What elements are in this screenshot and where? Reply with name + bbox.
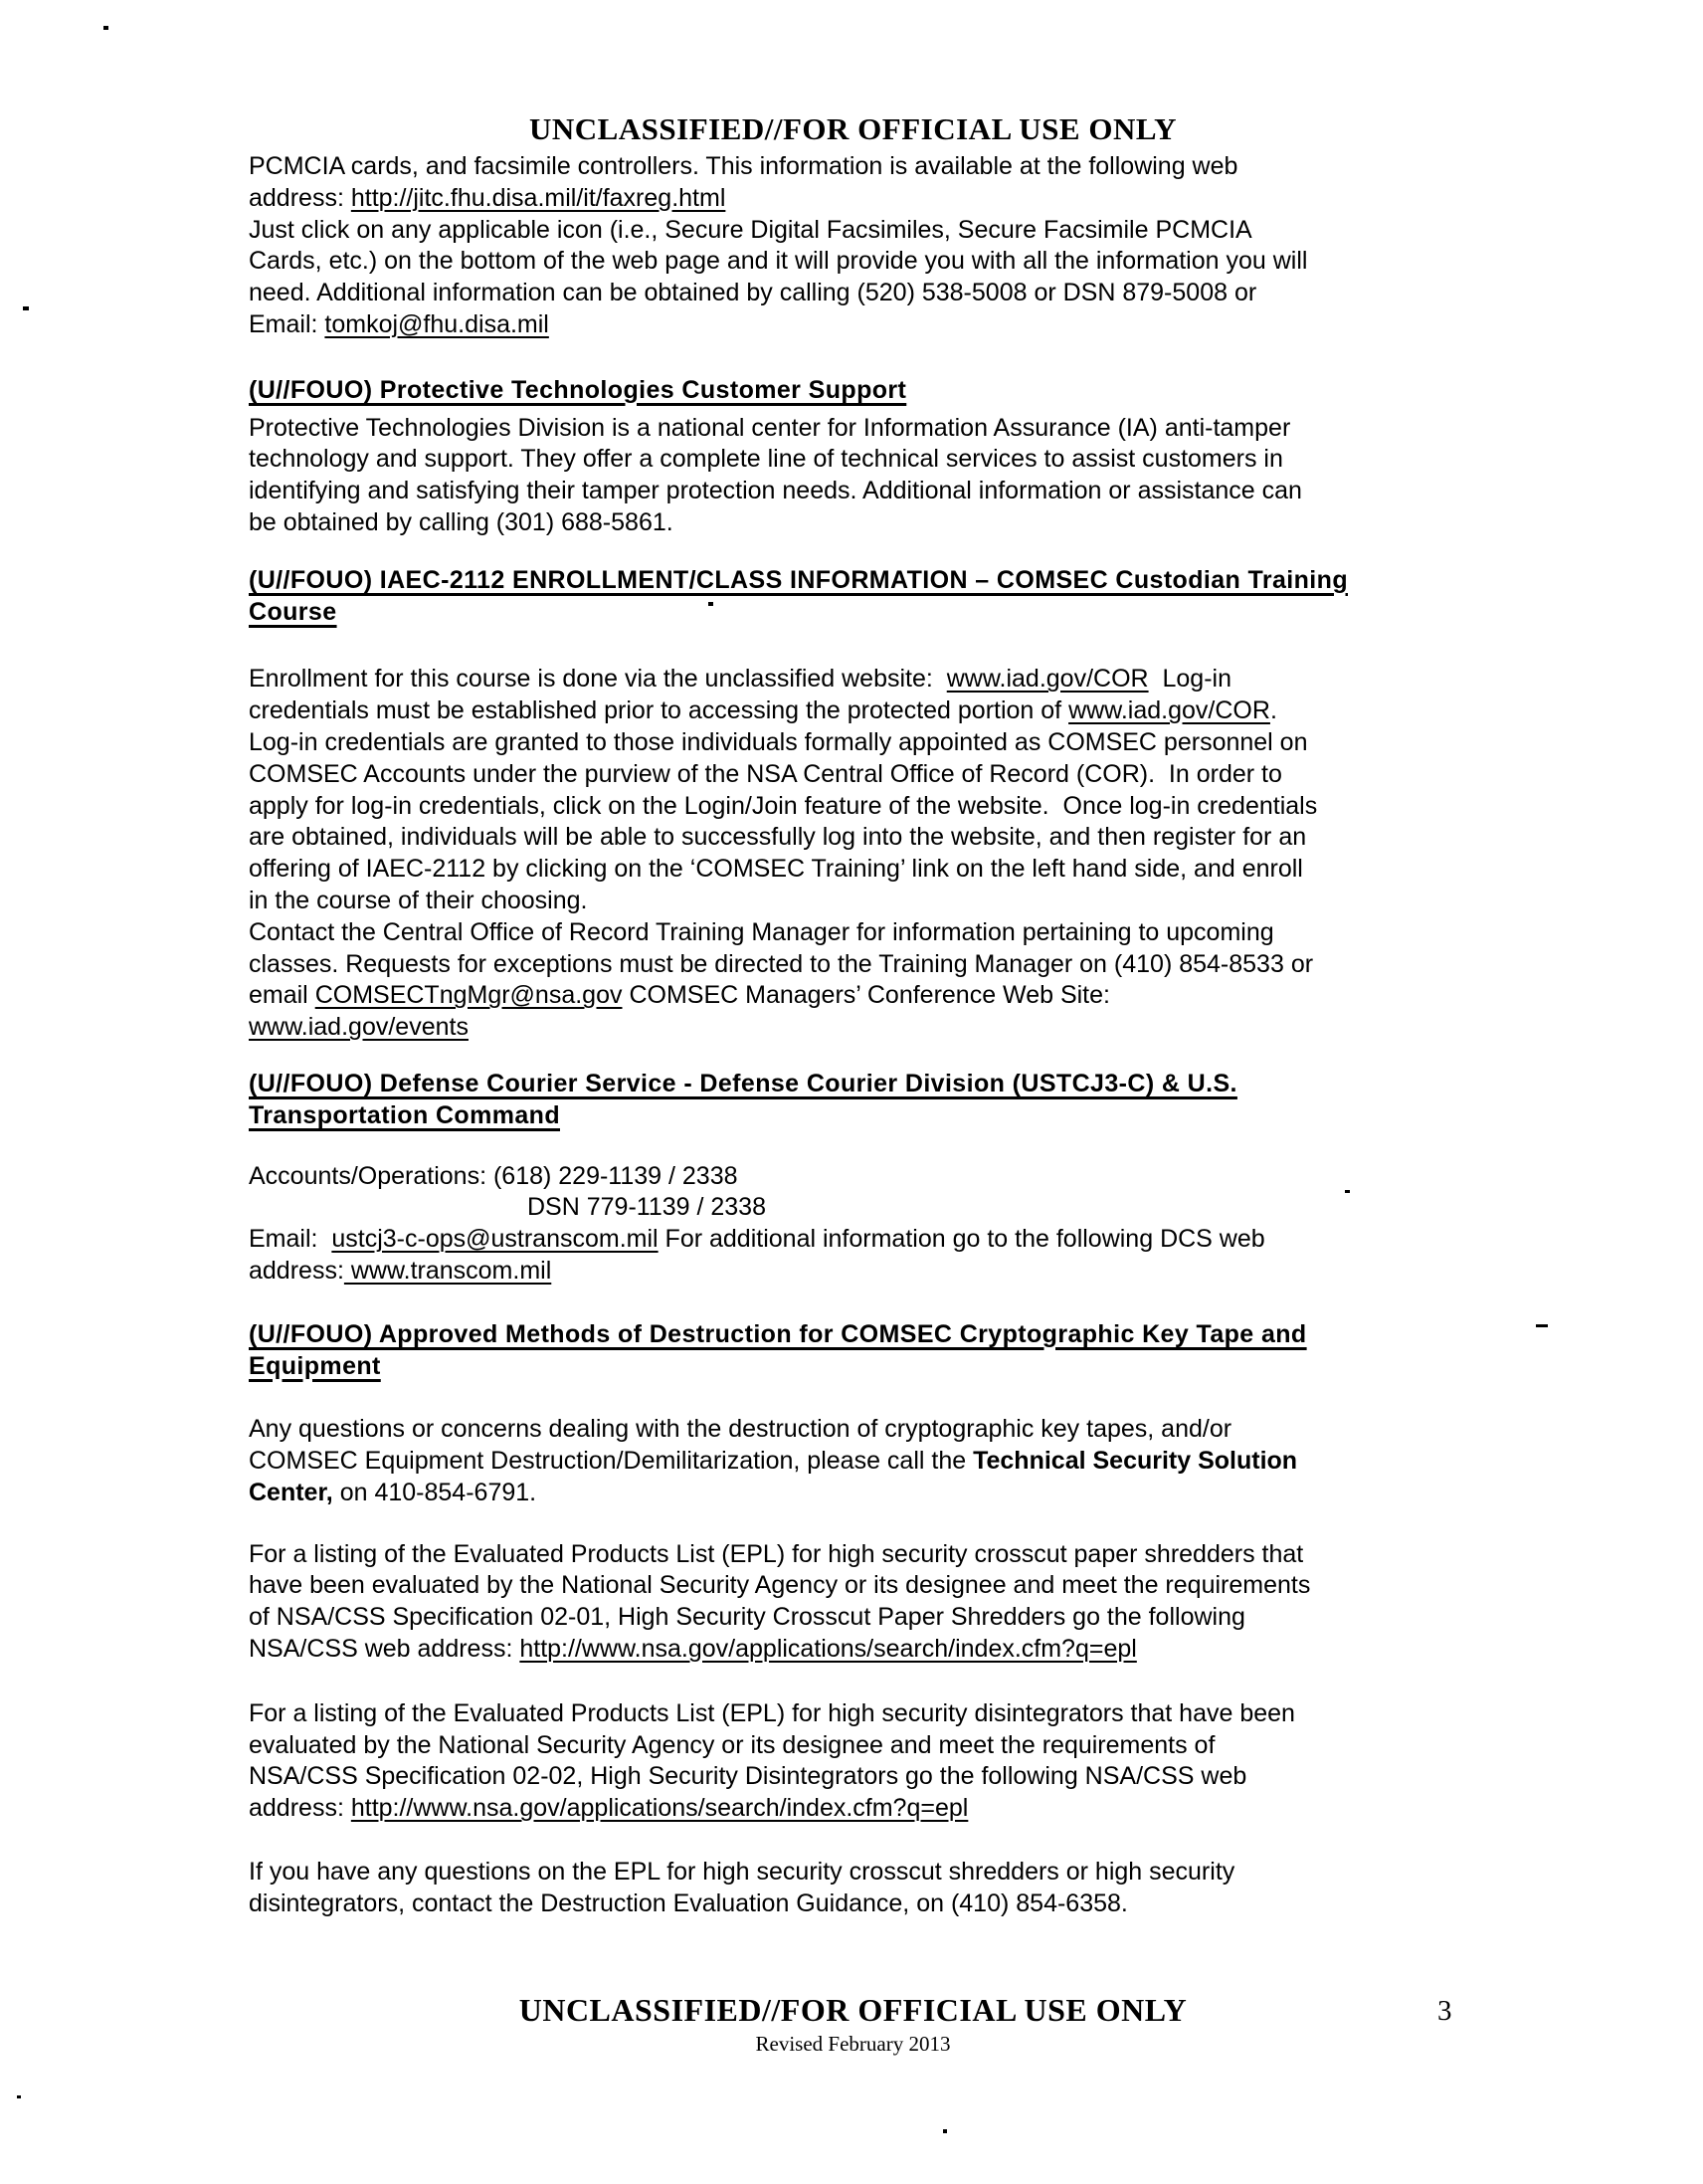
- heading-protective-technologies: [249, 375, 1457, 407]
- text-line: [249, 1539, 1457, 1571]
- text-run: of NSA/CSS Specification 02-01, High Security Crosscut Paper Shredders go the following: [249, 1603, 1245, 1632]
- text-line: [249, 565, 1457, 597]
- scan-speck: [1536, 1324, 1548, 1327]
- text-run: Center,: [249, 1478, 333, 1506]
- document-body: [249, 151, 1457, 1920]
- text-line: [249, 278, 1457, 309]
- epl-disintegrators-paragraph: [249, 1698, 1457, 1825]
- text-run: address:: [249, 1794, 351, 1823]
- text-run: NSA/CSS Specification 02-02, High Security Disintegrators go the following NSA/CSS web: [249, 1762, 1247, 1791]
- text-run: in the course of their choosing.: [249, 886, 588, 914]
- text-line: [249, 183, 1457, 215]
- text-run: Contact the Central Office of Record Training Manager for information pertaining to upcoming: [249, 917, 1274, 946]
- text-line: [249, 151, 1457, 183]
- heading-approved-destruction: [249, 1319, 1457, 1383]
- enrollment-paragraph: [249, 664, 1457, 1044]
- text-line: [249, 1161, 1457, 1193]
- text-line: [249, 1446, 1457, 1478]
- text-run: For a listing of the Evaluated Products List (EPL) for high security crosscut paper shredders that: [249, 1539, 1304, 1568]
- text-line: [249, 1888, 1457, 1920]
- destruction-contact-paragraph: [249, 1414, 1457, 1508]
- text-run: COMSEC Equipment Destruction/Demilitarization, please call the: [249, 1447, 974, 1476]
- hyperlink-text[interactable]: www.iad.gov/events: [249, 1013, 469, 1042]
- hyperlink-text[interactable]: www.iad.gov/COR: [946, 665, 1149, 694]
- document-text-column: [249, 111, 1457, 1920]
- text-line: [249, 822, 1457, 854]
- text-run: NSA/CSS web address:: [249, 1635, 520, 1664]
- text-line: [249, 1857, 1457, 1888]
- text-line: [249, 1351, 1457, 1383]
- text-line: [249, 791, 1457, 823]
- text-run: DSN 779-1139 / 2338: [527, 1193, 766, 1222]
- text-line: [249, 507, 1457, 539]
- text-line: [249, 664, 1457, 695]
- text-line: [249, 476, 1457, 507]
- text-line: [249, 375, 1457, 407]
- text-run: Enrollment for this course is done via the unclassified website:: [249, 665, 947, 694]
- text-line: [249, 727, 1457, 759]
- text-run: (U//FOUO) Protective Technologies Customer Support: [249, 375, 907, 404]
- text-line: [249, 759, 1457, 791]
- text-run: need. Additional information can be obtained by calling (520) 538-5008 or DSN 879-5008 or: [249, 279, 1257, 307]
- hyperlink-text[interactable]: http://jitc.fhu.disa.mil/it/faxreg.html: [350, 183, 726, 212]
- text-run: identifying and satisfying their tamper protection needs. Additional information or assistance can: [249, 477, 1302, 505]
- text-run: disintegrators, contact the Destruction Evaluation Guidance, on (410) 854-6358.: [249, 1888, 1128, 1917]
- scan-speck: [103, 26, 108, 30]
- text-run: PCMCIA cards, and facsimile controllers. This information is available at the following web: [249, 152, 1238, 180]
- text-line: [249, 695, 1457, 727]
- hyperlink-text[interactable]: COMSECTngMgr@nsa.gov: [314, 981, 623, 1010]
- text-run: evaluated by the National Security Agency or its designee and meet the requirements of: [249, 1730, 1216, 1759]
- text-line: [249, 1698, 1457, 1730]
- hyperlink-text[interactable]: http://www.nsa.gov/applications/search/index.cfm?q=epl: [350, 1794, 969, 1823]
- text-line: [249, 1570, 1457, 1602]
- text-line: [249, 917, 1457, 949]
- heading-iaec-2112: [249, 565, 1457, 629]
- text-run: Accounts/Operations: (618) 229-1139 / 2338: [249, 1161, 738, 1190]
- text-line: [249, 246, 1457, 278]
- text-line: [249, 1602, 1457, 1634]
- text-run: Course: [249, 597, 337, 626]
- text-run: technology and support. They offer a complete line of technical services to assist customers in: [249, 445, 1283, 474]
- text-run: .: [1269, 696, 1277, 725]
- text-run: on 410-854-6791.: [332, 1478, 537, 1506]
- text-line: [249, 1224, 1457, 1256]
- text-run: Cards, etc.) on the bottom of the web page and it will provide you with all the information you will: [249, 247, 1308, 276]
- text-line: [249, 1793, 1457, 1825]
- text-run: are obtained, individuals will be able to successfully log into the website, and then register for an: [249, 823, 1307, 852]
- text-run: Email:: [249, 1225, 332, 1254]
- text-run: (U//FOUO) Approved Methods of Destruction for COMSEC Cryptographic Key Tape and: [249, 1319, 1307, 1348]
- hyperlink-text[interactable]: ustcj3-c-ops@ustranscom.mil: [331, 1225, 659, 1254]
- text-run: classes. Requests for exceptions must be directed to the Training Manager on (410) 854-8533 or: [249, 949, 1314, 978]
- text-line: [249, 980, 1457, 1012]
- text-run: For additional information go to the following DCS web: [658, 1225, 1265, 1254]
- text-line: [249, 309, 1457, 341]
- text-line: [249, 444, 1457, 476]
- text-run: Protective Technologies Division is a national center for Information Assurance (IA) anti-tamper: [249, 413, 1291, 442]
- text-run: (U//FOUO) IAEC-2112 ENROLLMENT/CLASS INFORMATION – COMSEC Custodian Training: [249, 565, 1348, 594]
- text-run: COMSEC Accounts under the purview of the NSA Central Office of Record (COR). In order to: [249, 759, 1282, 788]
- text-run: Any questions or concerns dealing with the destruction of cryptographic key tapes, and/or: [249, 1415, 1232, 1444]
- text-run: Log-in: [1148, 665, 1231, 694]
- epl-shredders-paragraph: [249, 1539, 1457, 1666]
- scan-speck: [17, 2095, 21, 2098]
- text-run: Equipment: [249, 1351, 381, 1380]
- text-line: [249, 886, 1457, 917]
- text-run: Technical Security Solution: [973, 1447, 1298, 1476]
- text-line: [249, 1069, 1457, 1100]
- text-run: address:: [249, 183, 351, 212]
- text-line: [249, 1319, 1457, 1351]
- text-line: [249, 1192, 1457, 1224]
- hyperlink-text[interactable]: www.iad.gov/COR: [1068, 696, 1270, 725]
- protective-technologies-paragraph: [249, 413, 1457, 539]
- hyperlink-text[interactable]: www.transcom.mil: [343, 1256, 552, 1285]
- text-line: [249, 949, 1457, 981]
- dcs-contact-paragraph: [249, 1161, 1457, 1288]
- intro-paragraph: [249, 151, 1457, 341]
- classification-footer: UNCLASSIFIED//FOR OFFICIAL USE ONLY: [518, 1992, 1188, 2028]
- text-line: [249, 1634, 1457, 1666]
- text-run: Just click on any applicable icon (i.e., Secure Digital Facsimiles, Secure Facsimile PCMCIA: [249, 215, 1252, 244]
- text-line: [249, 1761, 1457, 1793]
- hyperlink-text[interactable]: tomkoj@fhu.disa.mil: [324, 309, 549, 338]
- text-run: be obtained by calling (301) 688-5861.: [249, 507, 673, 536]
- text-line: [249, 854, 1457, 886]
- text-line: [249, 1100, 1457, 1132]
- text-run: If you have any questions on the EPL for high security crosscut shredders or high security: [249, 1858, 1235, 1886]
- text-run: For a listing of the Evaluated Products List (EPL) for high security disintegrators that have been: [249, 1698, 1295, 1727]
- text-run: (U//FOUO) Defense Courier Service - Defense Courier Division (USTCJ3-C) & U.S.: [249, 1069, 1237, 1097]
- text-line: [249, 1256, 1457, 1288]
- text-run: Transportation Command: [249, 1100, 560, 1129]
- text-line: [249, 413, 1457, 445]
- classification-header: UNCLASSIFIED//FOR OFFICIAL USE ONLY: [528, 111, 1178, 146]
- text-line: [249, 1730, 1457, 1762]
- text-line: [249, 1012, 1457, 1044]
- text-run: COMSEC Managers’ Conference Web Site:: [622, 981, 1110, 1010]
- scan-speck: [708, 602, 713, 606]
- scan-speck: [1345, 1190, 1350, 1193]
- hyperlink-text[interactable]: http://www.nsa.gov/applications/search/index.cfm?q=epl: [519, 1635, 1137, 1664]
- text-run: credentials must be established prior to accessing the protected portion of: [249, 696, 1069, 725]
- scan-speck: [943, 2129, 947, 2133]
- text-run: address:: [249, 1256, 344, 1285]
- text-line: [249, 1414, 1457, 1446]
- text-run: apply for log-in credentials, click on the Login/Join feature of the website. Once log-in credentials: [249, 791, 1318, 820]
- text-line: [249, 597, 1457, 629]
- epl-questions-paragraph: [249, 1857, 1457, 1920]
- text-run: Email:: [249, 309, 325, 338]
- text-run: offering of IAEC-2112 by clicking on the ‘COMSEC Training’ link on the left hand side, and enroll: [249, 855, 1303, 884]
- scan-speck: [23, 306, 29, 310]
- text-line: [249, 1478, 1457, 1509]
- revision-note: Revised February 2013: [755, 2032, 951, 2056]
- text-line: [249, 215, 1457, 247]
- page-number: 3: [1437, 1995, 1452, 2027]
- heading-defense-courier: [249, 1069, 1457, 1132]
- text-run: email: [249, 981, 315, 1010]
- text-run: have been evaluated by the National Security Agency or its designee and meet the requirements: [249, 1571, 1311, 1600]
- text-run: Log-in credentials are granted to those individuals formally appointed as COMSEC personnel on: [249, 727, 1308, 756]
